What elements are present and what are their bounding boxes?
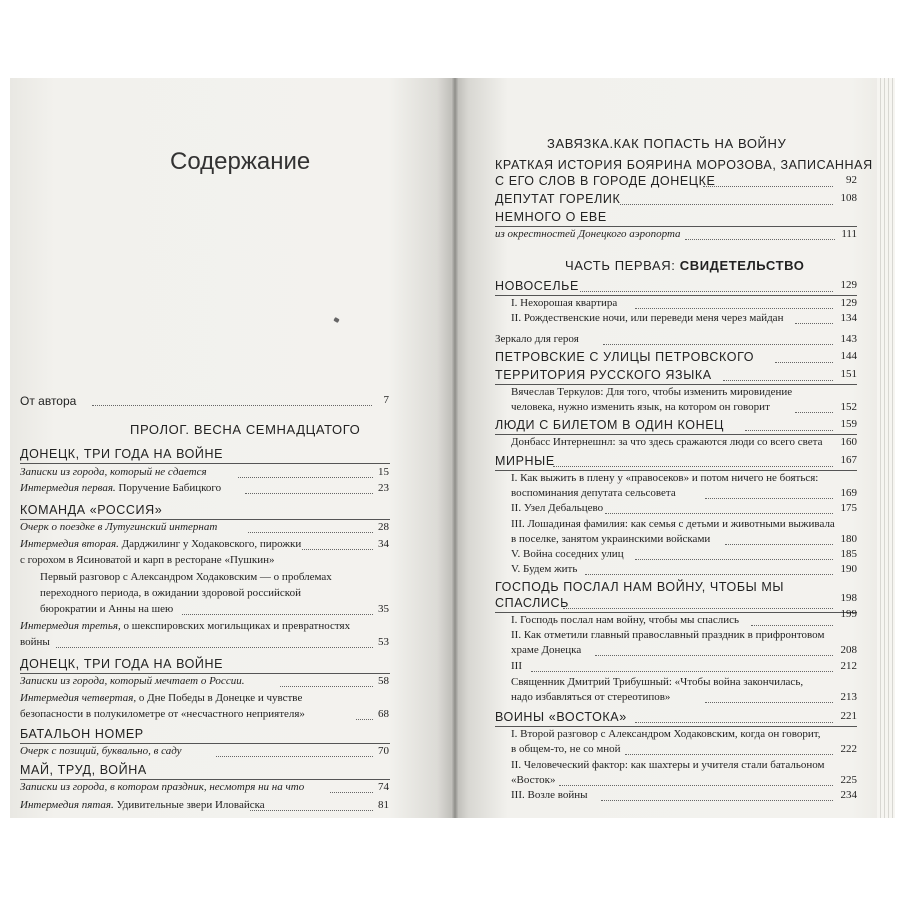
dot-leader (553, 466, 833, 467)
entry-italic: Интермедия третья, (20, 620, 121, 632)
entry-line-2: храме Донецка (511, 644, 582, 656)
author-entry-label: От автора (20, 394, 77, 408)
section-rule (20, 463, 390, 464)
page-number: 152 (840, 401, 857, 413)
dot-leader (795, 323, 833, 324)
part-one-heading (565, 258, 805, 273)
page-number: 213 (840, 691, 857, 703)
page-number: 208 (840, 644, 857, 656)
toc-entry (20, 692, 302, 704)
page-number: 28 (378, 521, 389, 533)
page-number: 212 (840, 660, 857, 672)
dot-leader (56, 647, 373, 648)
dot-leader (703, 186, 833, 187)
page-number: 129 (840, 279, 857, 291)
dot-leader (620, 204, 833, 205)
dot-leader (601, 800, 833, 801)
dot-leader (245, 493, 373, 494)
section-rule (495, 726, 857, 727)
section-rule (495, 295, 857, 296)
entry-line-3: бюрократии и Анны на шею (40, 603, 174, 615)
entry-line-2: с горохом в Ясиноватой и карп в ресторане «Пушкин» (20, 554, 275, 566)
entry-italic: Очерк о поездке в Лутугинский интернат (20, 521, 218, 533)
section-rule (495, 612, 857, 613)
page-edges (877, 78, 895, 818)
page-number: 143 (840, 333, 857, 345)
entry-text: Донбасс Интернешнл: за что здесь сражаются люди со всего света (511, 436, 823, 448)
entry-line-2: переходного периода, в ожидании здоровой российской (40, 587, 301, 599)
page-number: 34 (378, 538, 389, 550)
entry-text: Вячеслав Теркулов: Для того, чтобы изменить мировидение (511, 386, 793, 398)
entry-italic: Записки из города, в котором праздник, несмотря ни на что (20, 781, 305, 793)
section-rule (20, 519, 390, 520)
dot-leader (635, 722, 833, 723)
page-number: 169 (840, 487, 857, 499)
subentry: V. Война соседних улиц (511, 548, 624, 560)
entry-line-2: в общем-то, не со мной (511, 743, 621, 755)
page-number: 190 (840, 563, 857, 575)
dot-leader (745, 430, 833, 431)
chapter-title: НОВОСЕЛЬЕ (495, 279, 579, 293)
section-heading: БАТАЛЬОН НОМЕР (20, 727, 144, 741)
section-rule (20, 743, 390, 744)
page-number: 35 (378, 603, 389, 615)
entry-line-2: безопасности в полукилометре от «несчастного неприятеля» (20, 708, 305, 720)
dot-leader (625, 754, 833, 755)
dot-leader (580, 291, 833, 292)
entry-italic: Интермедия пятая. (20, 799, 114, 811)
entry-italic: Очерк с позиций, буквально, в саду (20, 745, 182, 757)
entry-italic: Записки из города, который не сдается (20, 466, 207, 478)
dot-leader (559, 785, 833, 786)
page-number: 144 (840, 350, 857, 362)
page-number: 70 (378, 745, 389, 757)
entry-italic: из окрестностей Донецкого аэропорта (495, 228, 681, 240)
chapter-title: ЛЮДИ С БИЛЕТОМ В ОДИН КОНЕЦ (495, 418, 724, 432)
page-number: 68 (378, 708, 389, 720)
dot-leader (725, 544, 833, 545)
entry-line-2: человека, нужно изменить язык, на котором он говорит (511, 401, 770, 413)
book-spine-gutter (451, 78, 459, 818)
chapter-title: ТЕРРИТОРИЯ РУССКОГО ЯЗЫКА (495, 368, 712, 382)
dot-leader (531, 671, 833, 672)
entry-italic: Интермедия первая. (20, 482, 116, 494)
chapter-title: КРАТКАЯ ИСТОРИЯ БОЯРИНА МОРОЗОВА, ЗАПИСАННАЯ (495, 158, 873, 172)
dot-leader (603, 344, 833, 345)
entry-text: Поручение Бабицкого (115, 482, 222, 494)
dot-leader (182, 614, 373, 615)
chapter-title: НЕМНОГО О ЕВЕ (495, 210, 607, 224)
entry-text: Священник Дмитрий Трибушный: «Чтобы война закончилась, (511, 676, 804, 688)
subentry: II. Человеческий фактор: как шахтеры и учителя стали батальоном (511, 759, 825, 771)
dot-leader (563, 608, 833, 609)
page-number: 92 (846, 174, 857, 186)
chapter-title-line-2: С ЕГО СЛОВ В ГОРОДЕ ДОНЕЦКЕ (495, 174, 716, 188)
dot-leader (92, 405, 372, 406)
page-number: 151 (840, 368, 857, 380)
chapter-title: МИРНЫЕ (495, 454, 555, 468)
page-number: 81 (378, 799, 389, 811)
section-rule (495, 434, 857, 435)
page-number: 199 (840, 608, 857, 620)
chapter-title-line-2: СПАСЛИСЬ (495, 596, 569, 610)
subentry: I. Нехорошая квартира (511, 297, 618, 309)
dot-leader (330, 792, 373, 793)
dot-leader (302, 549, 373, 550)
dot-leader (705, 702, 833, 703)
toc-entry (20, 799, 265, 811)
page-number: 7 (383, 394, 389, 406)
chapter-title: ВОИНЫ «ВОСТОКА» (495, 710, 627, 724)
entry-line-2: надо избавляться от стереотипов» (511, 691, 671, 703)
page-number: 111 (841, 228, 857, 240)
open-book (10, 78, 900, 818)
page-number: 108 (840, 192, 857, 204)
page-number: 74 (378, 781, 389, 793)
section-rule (495, 384, 857, 385)
subentry: II. Как отметили главный православный праздник в прифронтовом (511, 629, 825, 641)
left-page (10, 78, 455, 818)
section-heading: ДОНЕЦК, ТРИ ГОДА НА ВОЙНЕ (20, 657, 224, 671)
page-number: 15 (378, 466, 389, 478)
page-title: Содержание (170, 148, 311, 175)
section-rule (495, 226, 857, 227)
page-number: 198 (840, 592, 857, 604)
prologue-heading: ПРОЛОГ. ВЕСНА СЕМНАДЦАТОГО (130, 422, 361, 437)
page-number: 53 (378, 636, 389, 648)
page-number: 185 (840, 548, 857, 560)
subentry: I. Второй разговор с Александром Ходаковским, когда он говорит, (511, 728, 821, 740)
page-number: 234 (840, 789, 857, 801)
dot-leader (250, 810, 373, 811)
entry-text: о Дне Победы в Донецке и чувстве (136, 692, 303, 704)
dot-leader (775, 362, 833, 363)
entry-line-2: воспоминания депутата сельсовета (511, 487, 676, 499)
entry-italic: Интермедия вторая. (20, 538, 119, 550)
page-number: 180 (840, 533, 857, 545)
print-speck (333, 317, 339, 323)
entry-text: Удивительные звери Иловайска (113, 799, 265, 811)
page-number: 58 (378, 675, 389, 687)
subentry: III. Лошадиная фамилия: как семья с детьми и животными выживала (511, 518, 835, 530)
dot-leader (685, 239, 835, 240)
dot-leader (605, 513, 833, 514)
dot-leader (595, 655, 833, 656)
subentry: I. Господь послал нам войну, чтобы мы спаслись (511, 614, 740, 626)
section-rule (20, 779, 390, 780)
page-number: 167 (840, 454, 857, 466)
page-number: 221 (840, 710, 857, 722)
toc-entry (20, 482, 221, 494)
page-number: 225 (840, 774, 857, 786)
dot-leader (238, 477, 373, 478)
entry-line-2: войны (20, 636, 50, 648)
entry-text: Зеркало для героя (495, 333, 579, 345)
toc-entry (20, 538, 301, 550)
subentry: II. Рождественские ночи, или переведи меня через майдан (511, 312, 784, 324)
entry-text: Первый разговор с Александром Ходаковским — о проблемах (40, 571, 332, 583)
section-heading: МАЙ, ТРУД, ВОЙНА (20, 763, 147, 777)
page-number: 175 (840, 502, 857, 514)
entry-text: о шекспировских могильщиках и превратностях (120, 620, 351, 632)
dot-leader (585, 574, 833, 575)
section-rule (20, 673, 390, 674)
section-heading: КОМАНДА «РОССИЯ» (20, 503, 163, 517)
dot-leader (751, 625, 833, 626)
page-number: 160 (840, 436, 857, 448)
dot-leader (723, 380, 833, 381)
entry-line-2: «Восток» (511, 774, 556, 786)
right-page (455, 78, 895, 818)
toc-entry (20, 620, 350, 632)
entry-text: Дарджилинг у Ходаковского, пирожки (118, 538, 302, 550)
dot-leader (635, 308, 833, 309)
section-rule (495, 470, 857, 471)
subentry: V. Будем жить (511, 563, 578, 575)
dot-leader (280, 686, 373, 687)
page-number: 159 (840, 418, 857, 430)
subentry: I. Как выжить в плену у «правосеков» и потом ничего не бояться: (511, 472, 819, 484)
subentry: II. Узел Дебальцево (511, 502, 604, 514)
dot-leader (356, 719, 373, 720)
chapter-title: ДЕПУТАТ ГОРЕЛИК (495, 192, 621, 206)
page-number: 23 (378, 482, 389, 494)
dot-leader (705, 498, 833, 499)
chapter-title: ГОСПОДЬ ПОСЛАЛ НАМ ВОЙНУ, ЧТОБЫ МЫ (495, 580, 785, 594)
part-label: ЧАСТЬ ПЕРВАЯ: (565, 258, 676, 273)
page-number: 134 (840, 312, 857, 324)
entry-line-2: в поселке, занятом украинскими войсками (511, 533, 711, 545)
zavyazka-heading: ЗАВЯЗКА.КАК ПОПАСТЬ НА ВОЙНУ (547, 136, 787, 151)
page-number: 222 (840, 743, 857, 755)
section-heading: ДОНЕЦК, ТРИ ГОДА НА ВОЙНЕ (20, 447, 224, 461)
entry-italic: Интермедия четвертая, (20, 692, 137, 704)
part-title: СВИДЕТЕЛЬСТВО (679, 258, 805, 273)
entry-italic: Записки из города, который мечтает о России. (20, 675, 245, 687)
subentry: III. Возле войны (511, 789, 588, 801)
dot-leader (635, 559, 833, 560)
chapter-title: ПЕТРОВСКИЕ С УЛИЦЫ ПЕТРОВСКОГО (495, 350, 755, 364)
page-number: 129 (840, 297, 857, 309)
dot-leader (795, 412, 833, 413)
dot-leader (216, 756, 373, 757)
subentry: III (511, 660, 522, 672)
dot-leader (248, 532, 373, 533)
